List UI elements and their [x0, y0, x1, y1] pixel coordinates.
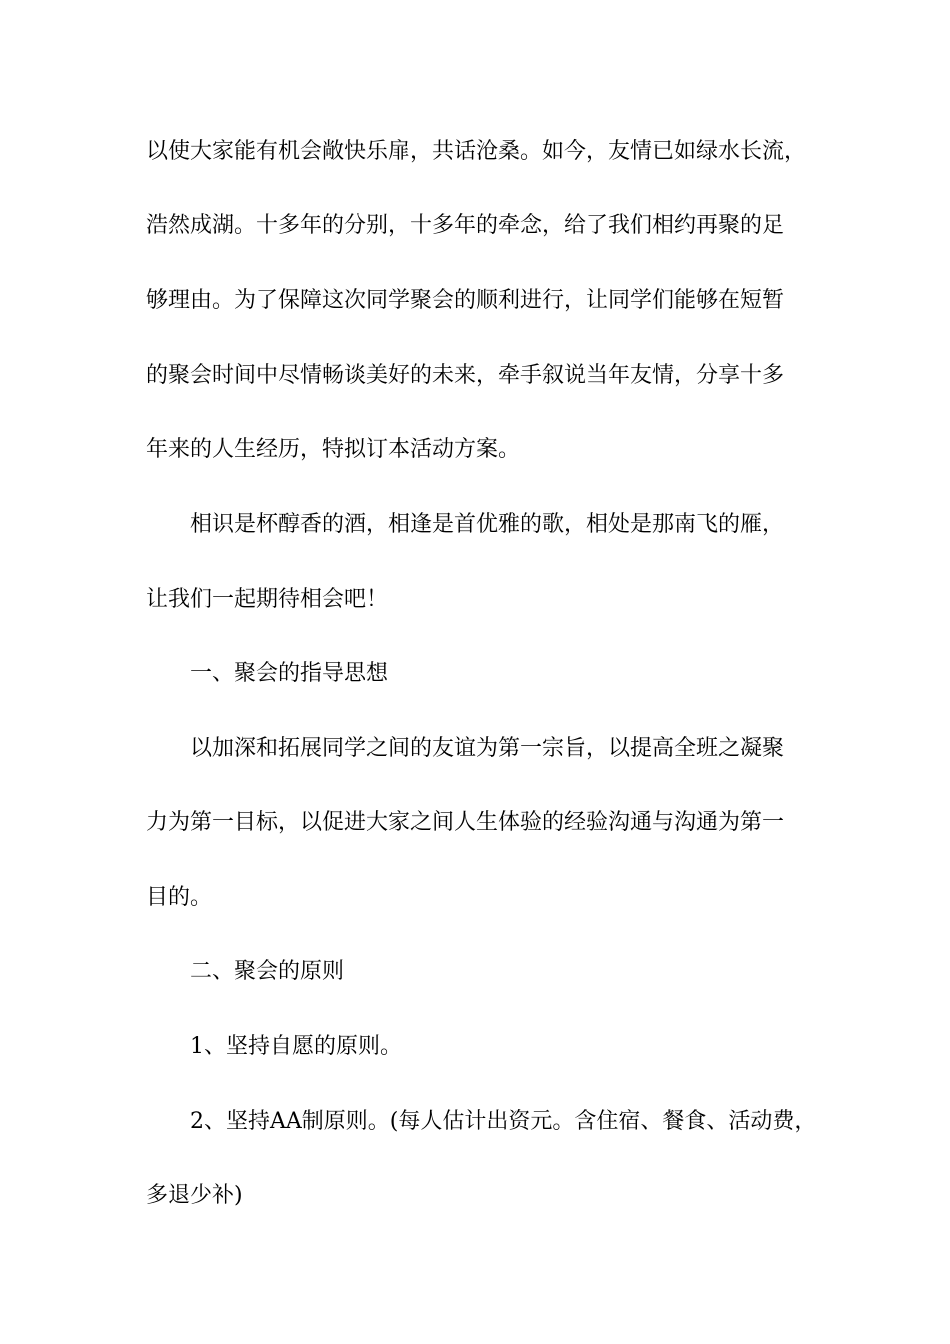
paragraph-line: 以使大家能有机会敞快乐扉，共话沧桑。如今，友情已如绿水长流，: [146, 139, 807, 164]
paragraph-line: 相识是杯醇香的酒，相逢是首优雅的歌，相处是那南飞的雁，: [190, 512, 785, 537]
paragraph-line: 够理由。为了保障这次同学聚会的顺利进行，让同学们能够在短暂: [146, 288, 785, 313]
paragraph-line: 力为第一目标，以促进大家之间人生体验的经验沟通与沟通为第一: [146, 810, 785, 835]
paragraph-line: 目的。: [146, 885, 213, 910]
list-item: 2、坚持AA制原则。(每人估计出资元。含住宿、餐食、活动费，: [190, 1109, 817, 1134]
list-item: 1、坚持自愿的原则。: [190, 1034, 402, 1059]
paragraph-line: 多退少补): [146, 1183, 243, 1208]
paragraph-line: 的聚会时间中尽情畅谈美好的未来，牵手叙说当年友情，分享十多: [146, 363, 785, 388]
paragraph-line: 浩然成湖。十多年的分别，十多年的牵念，给了我们相约再聚的足: [146, 213, 785, 238]
section-heading: 二、聚会的原则: [190, 959, 345, 984]
paragraph-line: 以加深和拓展同学之间的友谊为第一宗旨，以提高全班之凝聚: [190, 736, 785, 761]
paragraph-line: 让我们一起期待相会吧！: [146, 587, 389, 612]
section-heading: 一、聚会的指导思想: [190, 661, 389, 686]
paragraph-line: 年来的人生经历，特拟订本活动方案。: [146, 437, 521, 462]
